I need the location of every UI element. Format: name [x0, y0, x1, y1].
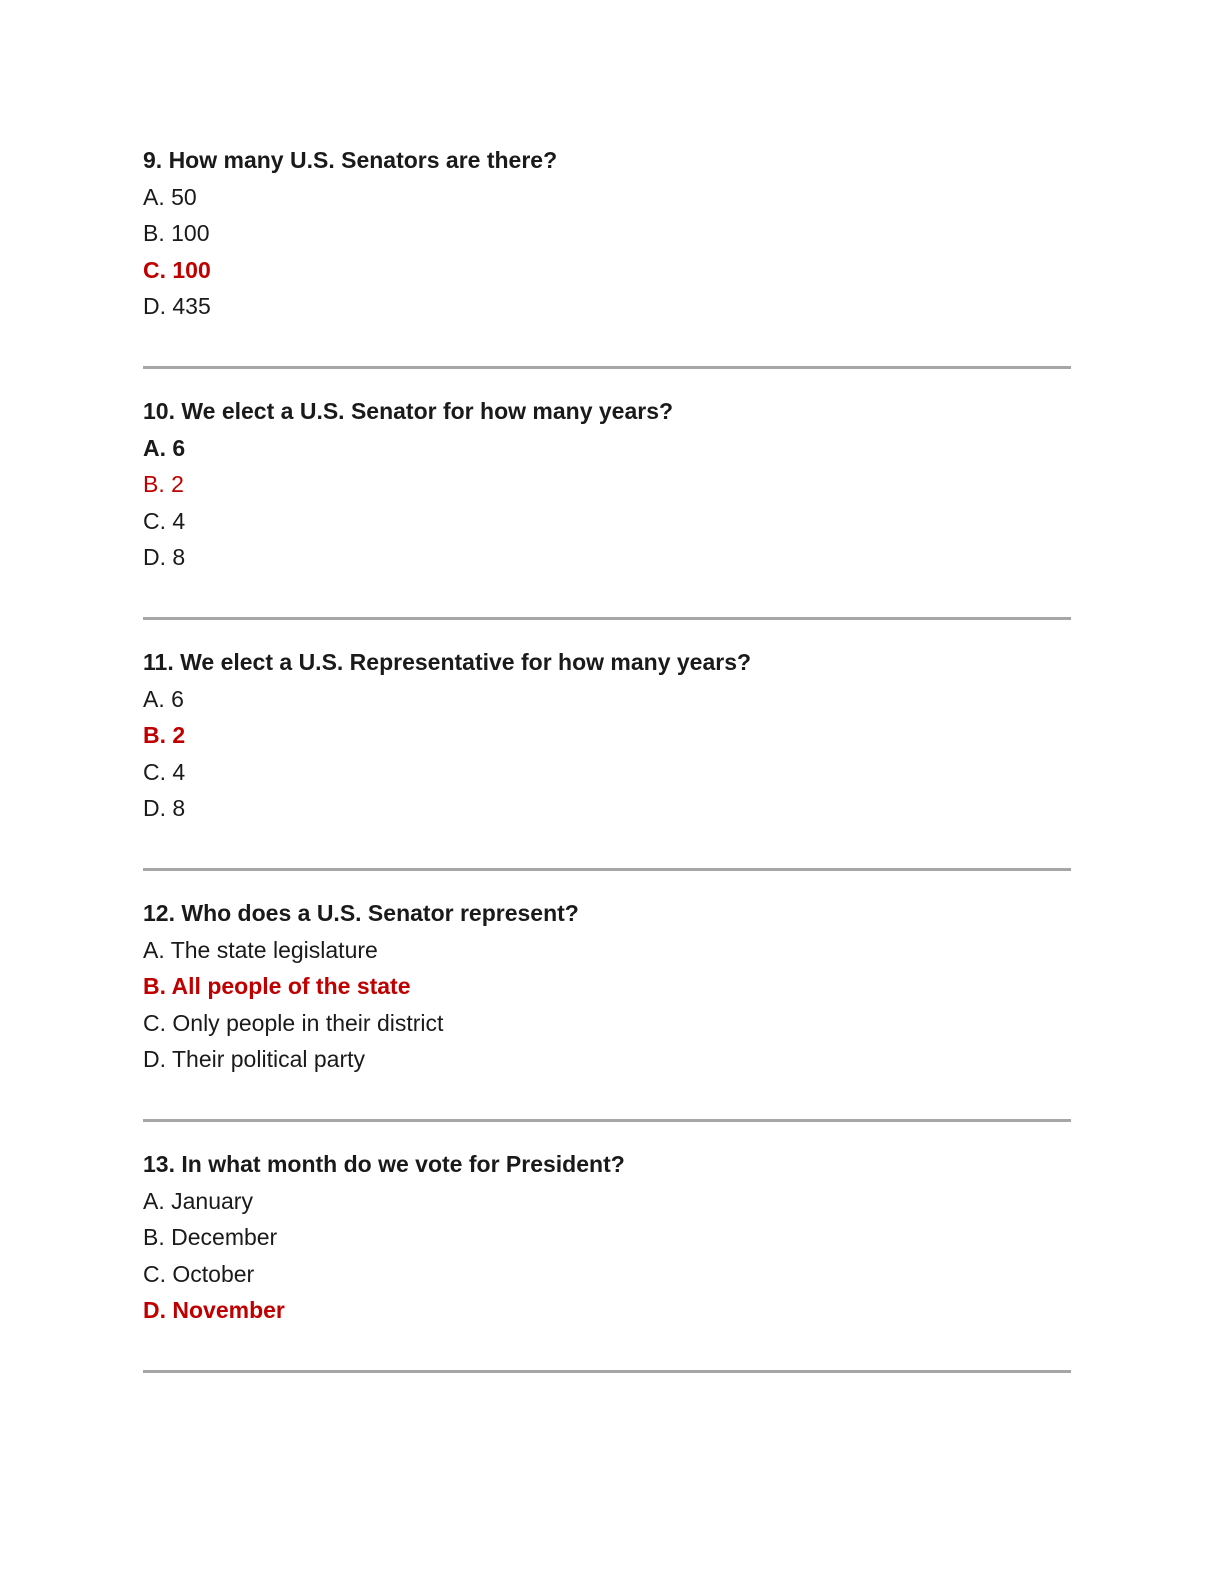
question-block — [143, 393, 1071, 644]
divider-line — [143, 1119, 1071, 1122]
question-title: 9. How many U.S. Senators are there? — [143, 147, 558, 173]
answer-option: B. December — [143, 1224, 278, 1250]
answer-option: B. All people of the state — [143, 973, 411, 999]
answer-option: D. Their political party — [143, 1046, 365, 1072]
question-block — [143, 1146, 1071, 1397]
question-block — [143, 142, 1071, 393]
question-block — [143, 644, 1071, 895]
answer-option: C. 4 — [143, 758, 186, 785]
answer-option: B. 2 — [143, 722, 186, 748]
divider-line — [143, 1370, 1071, 1373]
question-title: 10. We elect a U.S. Senator for how many years? — [143, 398, 674, 424]
answer-option: B. 2 — [143, 471, 184, 497]
question-block — [143, 895, 1071, 1146]
question-title: 11. We elect a U.S. Representative for how many years? — [143, 649, 752, 675]
answer-option: A. The state legislature — [143, 936, 378, 963]
quiz-page — [143, 142, 1071, 1397]
answer-option: A. January — [143, 1187, 253, 1214]
answer-option: A. 50 — [143, 183, 197, 210]
divider-line — [143, 868, 1071, 871]
answer-option: B. 100 — [143, 220, 210, 246]
answer-option: C. Only people in their district — [143, 1009, 444, 1036]
answer-option: A. 6 — [143, 685, 184, 712]
question-title: 12. Who does a U.S. Senator represent? — [143, 900, 579, 926]
answer-option: D. 8 — [143, 544, 186, 570]
answer-option: A. 6 — [143, 434, 186, 461]
answer-option: C. 100 — [143, 256, 211, 283]
divider-line — [143, 617, 1071, 620]
answer-option: C. October — [143, 1260, 255, 1287]
answer-option: D. 8 — [143, 795, 186, 821]
answer-option: D. 435 — [143, 293, 211, 319]
divider-line — [143, 366, 1071, 369]
answer-option: D. November — [143, 1297, 285, 1323]
answer-option: C. 4 — [143, 507, 186, 534]
question-title: 13. In what month do we vote for President? — [143, 1151, 625, 1177]
